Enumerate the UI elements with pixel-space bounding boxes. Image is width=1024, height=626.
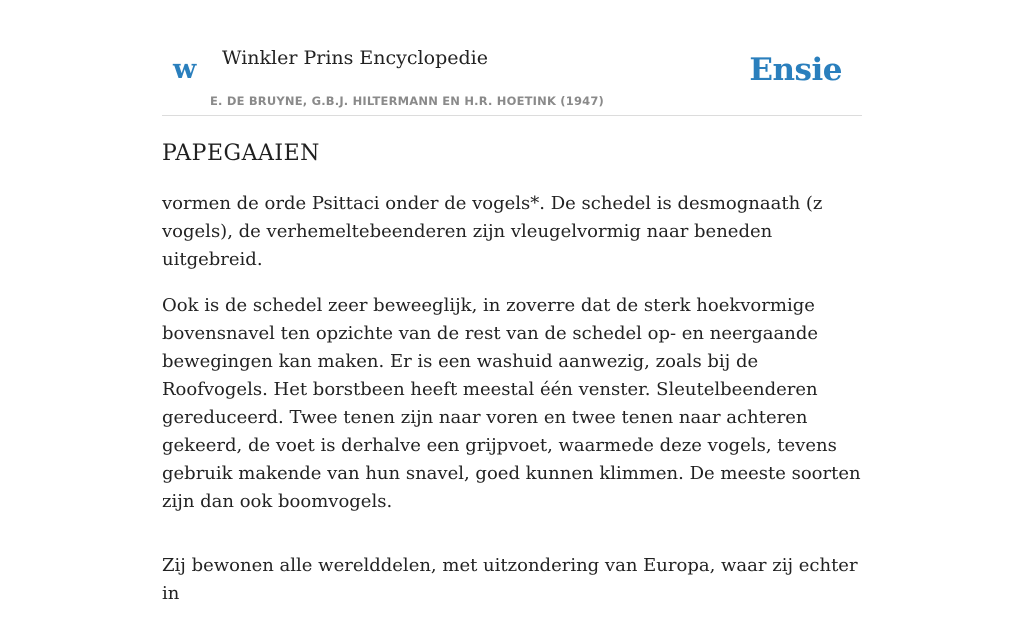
- winkler-prins-logo[interactable]: w: [173, 54, 197, 85]
- article-body: [162, 138, 862, 626]
- article-paragraph-2: Ook is de schedel zeer beweeglijk, in zoverre dat de sterk hoekvormige bovensnavel ten opzichte van de rest van de schedel op- en neergaande bewegingen kan maken. Er is een washuid aanwezig, zoals bij de Roofvogels. Het borstbeen heeft meestal één venster. Sleutelbeenderen gereduceerd. Twee tenen zijn naar voren en twee tenen naar achteren gekeerd, de voet is derhalve een grijpvoet, waarmede deze vogels, tevens gebruik makende van hun snavel, goed kunnen klimmen. De meeste soorten zijn dan ook boomvogels.: [162, 295, 861, 512]
- header-divider: [162, 115, 862, 116]
- publication-title[interactable]: Winkler Prins Encyclopedie: [222, 47, 488, 69]
- ensie-logo[interactable]: Ensie: [749, 52, 842, 88]
- article-title: PAPEGAAIEN: [162, 141, 320, 166]
- article-paragraph-1: vormen de orde Psittaci onder de vogels*. De schedel is desmognaath (z vogels), de verhemeltebeenderen zijn vleugelvormig naar beneden uitgebreid.: [162, 193, 823, 270]
- publication-authors: E. DE BRUYNE, G.B.J. HILTERMANN EN H.R. HOETINK (1947): [210, 94, 605, 108]
- article-paragraph-3: Zij bewonen alle werelddelen, met uitzondering van Europa, waar zij echter in: [162, 555, 858, 604]
